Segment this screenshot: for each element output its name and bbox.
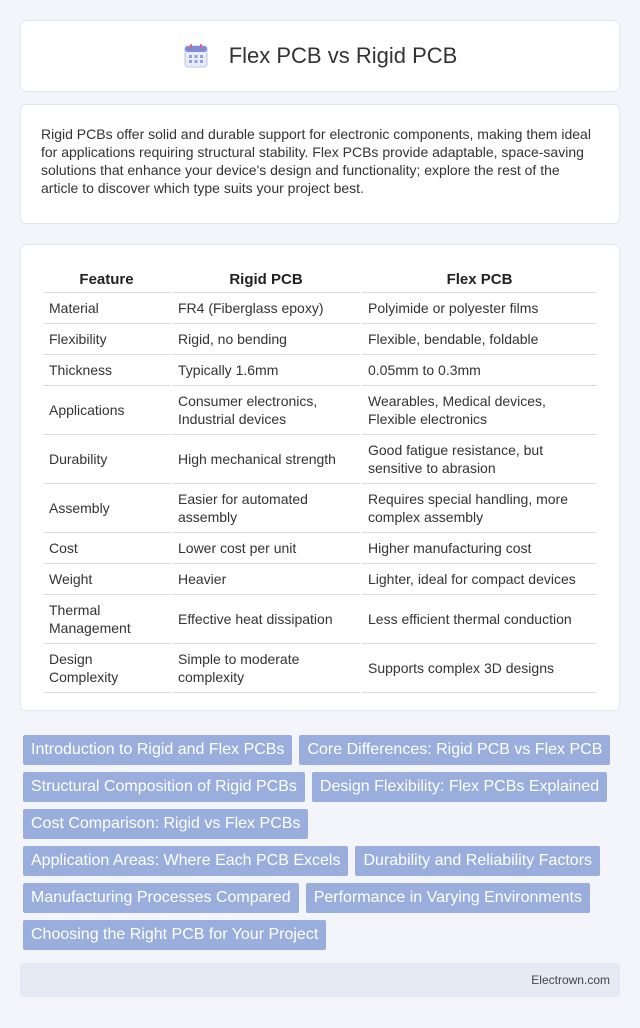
table-cell: Consumer electronics, Industrial devices <box>172 386 360 435</box>
topic-tag-introduction[interactable]: Introduction to Rigid and Flex PCBs <box>23 735 292 765</box>
comparison-table <box>41 265 599 693</box>
table-cell: Flexibility <box>43 324 170 355</box>
table-cell: Effective heat dissipation <box>172 595 360 644</box>
topic-tag-manufacturing[interactable]: Manufacturing Processes Compared <box>23 883 299 913</box>
table-cell: Typically 1.6mm <box>172 355 360 386</box>
table-cell: Design Complexity <box>43 644 170 693</box>
table-row <box>43 355 597 386</box>
table-row <box>43 324 597 355</box>
table-cell: Easier for automated assembly <box>172 484 360 533</box>
table-cell: Rigid, no bending <box>172 324 360 355</box>
table-cell: Thickness <box>43 355 170 386</box>
table-cell: Lighter, ideal for compact devices <box>362 564 597 595</box>
header-card <box>20 20 620 92</box>
table-cell: Higher manufacturing cost <box>362 533 597 564</box>
table-cell: Good fatigue resistance, but sensitive to abrasion <box>362 435 597 484</box>
page-title: Flex PCB vs Rigid PCB <box>228 43 458 68</box>
table-row <box>43 595 597 644</box>
table-cell: Thermal Management <box>43 595 170 644</box>
topic-tag-choosing[interactable]: Choosing the Right PCB for Your Project <box>23 920 326 950</box>
topic-tag-core-differences[interactable]: Core Differences: Rigid PCB vs Flex PCB <box>299 735 610 765</box>
table-cell: FR4 (Fiberglass epoxy) <box>172 293 360 324</box>
column-header-flex: Flex PCB <box>362 265 597 293</box>
topic-tag-application-areas[interactable]: Application Areas: Where Each PCB Excels <box>23 846 348 876</box>
table-cell: Durability <box>43 435 170 484</box>
table-cell: Applications <box>43 386 170 435</box>
table-cell: Wearables, Medical devices, Flexible electronics <box>362 386 597 435</box>
table-cell: High mechanical strength <box>172 435 360 484</box>
column-header-rigid: Rigid PCB <box>172 265 360 293</box>
table-row <box>43 644 597 693</box>
table-cell: Heavier <box>172 564 360 595</box>
table-cell: Supports complex 3D designs <box>362 644 597 693</box>
footer-site-link[interactable]: Electrown.com <box>531 973 610 987</box>
calendar-icon <box>183 43 209 69</box>
table-cell: Assembly <box>43 484 170 533</box>
topic-tag-durability[interactable]: Durability and Reliability Factors <box>355 846 600 876</box>
topic-tag-design-flexibility[interactable]: Design Flexibility: Flex PCBs Explained <box>312 772 607 802</box>
table-cell: Polyimide or polyester films <box>362 293 597 324</box>
table-cell: Weight <box>43 564 170 595</box>
topic-tag-cost-comparison[interactable]: Cost Comparison: Rigid vs Flex PCBs <box>23 809 308 839</box>
topic-tag-performance[interactable]: Performance in Varying Environments <box>306 883 590 913</box>
table-row <box>43 564 597 595</box>
column-header-feature: Feature <box>43 265 170 293</box>
intro-card <box>20 104 620 224</box>
table-cell: Flexible, bendable, foldable <box>362 324 597 355</box>
table-row <box>43 435 597 484</box>
table-cell: Lower cost per unit <box>172 533 360 564</box>
table-header-row <box>43 265 597 293</box>
table-cell: Cost <box>43 533 170 564</box>
table-cell: Requires special handling, more complex assembly <box>362 484 597 533</box>
table-cell: Material <box>43 293 170 324</box>
table-row <box>43 533 597 564</box>
table-row <box>43 293 597 324</box>
table-cell: Simple to moderate complexity <box>172 644 360 693</box>
table-row <box>43 484 597 533</box>
table-cell: Less efficient thermal conduction <box>362 595 597 644</box>
footer <box>20 963 620 997</box>
comparison-table-card <box>20 244 620 711</box>
topic-tags <box>20 735 620 950</box>
table-cell: 0.05mm to 0.3mm <box>362 355 597 386</box>
table-row <box>43 386 597 435</box>
intro-text: Rigid PCBs offer solid and durable support for electronic components, making them ideal for applications requiring structural stability. Flex PCBs provide adaptable, space-saving solutions that enhance your device's design and functionality; explore the rest of the article to discover which type suits your project best. <box>41 126 591 196</box>
topic-tag-structural-composition[interactable]: Structural Composition of Rigid PCBs <box>23 772 305 802</box>
